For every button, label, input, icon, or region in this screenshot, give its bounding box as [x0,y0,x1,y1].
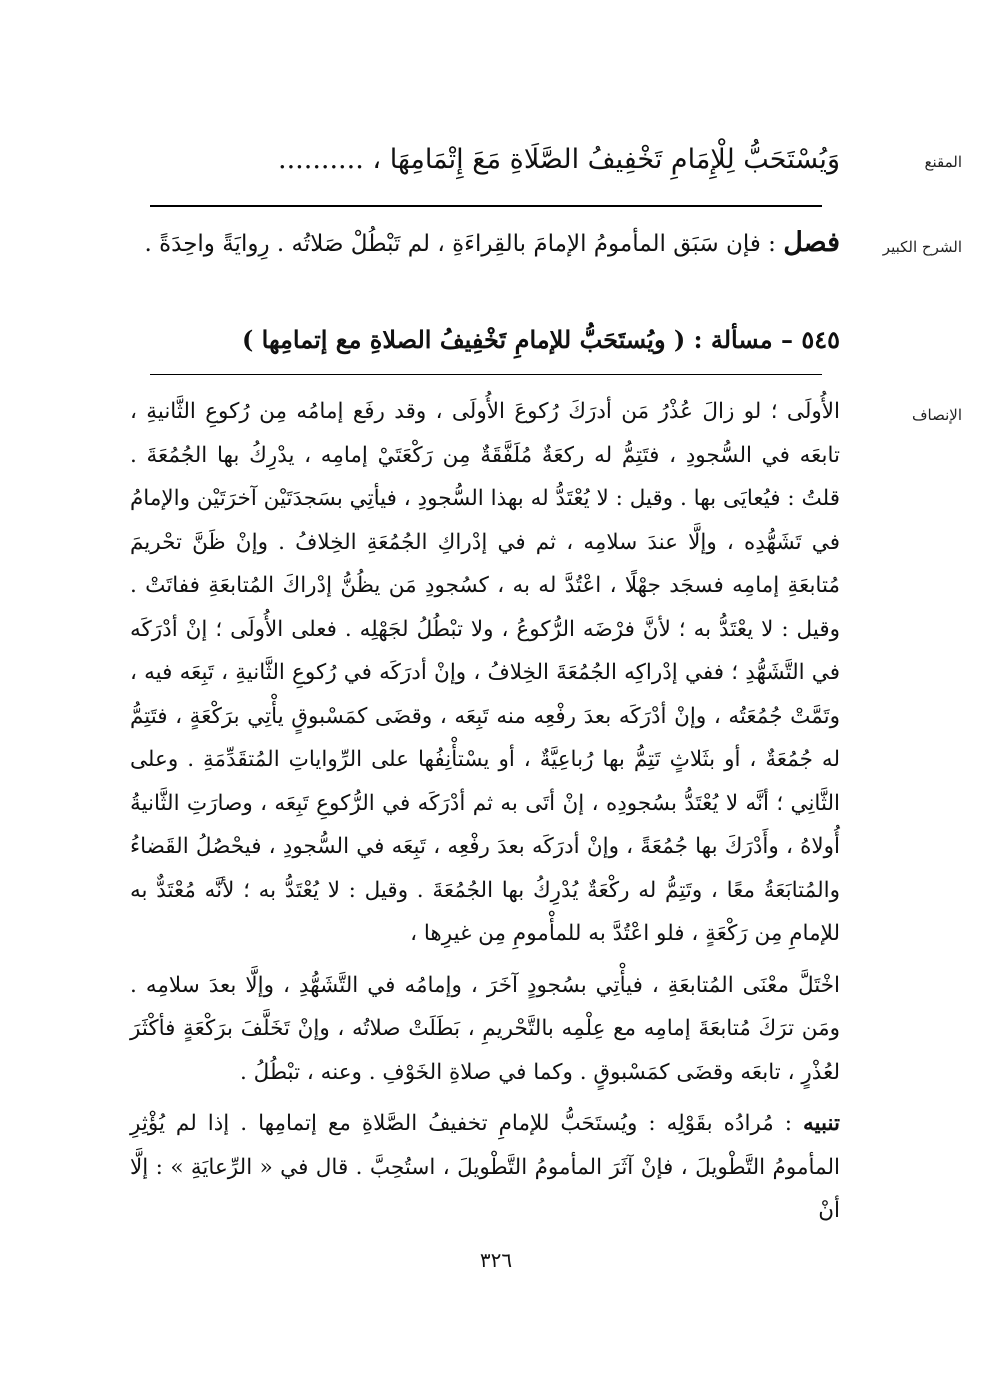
insaf-paragraph-2: اخْتَلَّ معْنَى المُتابعَةِ ، فيأْتِي بسُجودٍ آخَرَ ، وإمامُه في التَّشَهُّدِ ، وإلَّا بعدَ سلامِه . ومَن ترَكَ مُتابعَةَ إمامِه مع عِلْمِه بالتَّحْريمِ ، بَطَلَتْ صلاتُه ، وإنْ تَخَلَّفَ برَكْعَةٍ فأكْثَرَ لعُذْرٍ ، تابعَه وقضَى كمَسْبوقٍ . وكما في صلاةِ الخَوْفِ . وعنه ، تبْطُلُ . [130,972,840,1085]
page-number: ٣٢٦ [479,1248,513,1272]
label-muqni: المقنع [924,153,962,171]
label-insaf: الإنصاف [911,406,962,424]
muqni-text: وَيُسْتَحَبُّ لِلْإِمَامِ تَخْفِيفُ الصَّلَاةِ مَعَ إِتْمَامِهَا ، .......... [277,144,840,175]
divider-middle [150,374,822,375]
insaf-paragraph-1: الأُولَى ؛ لو زالَ عُذْرُ مَن أدرَكَ رُكوعَ الأُولَى ، وقد رفَع إمامُه مِن رُكوعِ الثَّانيةِ ، تابعَه في السُّجودِ ، فتَتِمُّ له ركعَةٌ مُلَفَّقَةٌ مِن رَكْعَتَيْ إمامِه ، يدْرِكُ بها الجُمُعَةَ . قلتُ : فيُعايَى بها . وقيل : لا يُعْتَدُّ له بهذا السُّجودِ ، فيأتِي بسَجدَتَيْن آخرَتَيْن والإمامُ في تَشَهُّدِه ، وإلَّا عندَ سلامِه ، ثم في إدْراكِ الجُمُعَةِ الخِلافُ . وإنْ ظَنَّ تحْريمَ مُتابعَةِ إمامِه فسجَد جهْلًا ، اعْتُدَّ له به ، كسُجودِ مَن يظُنُّ إدْراكَ المُتابعَةِ ففاتَتْ . وقيل : لا يعْتَدُّ به ؛ لأنَّ فرْضَه الرُّكوعُ ، ولا تبْطُلُ لجَهْلِه . فعلى الأُولَى ؛ إنْ أدْرَكَه في التَّشَهُّدِ ؛ ففي إدْراكِه الجُمُعَةَ الخِلافُ ، وإنْ أدرَكَه في رُكوعِ الثَّانيةِ ، تَبِعَه فيه ، وتَمَّتْ جُمُعَتُه ، وإنْ أدْرَكَه بعدَ رفْعِه منه تَبِعَه ، وقضَى كمَسْبوقٍ يأْتِي برَكْعَةٍ ، فتَتِمُّ له جُمُعَةٌ ، أو بثَلاثٍ تَتِمُّ بها رُباعِيَّةٌ ، أو يسْتأْنِفُها على الرِّواياتِ المُتقَدِّمَةِ . وعلى الثَّانِي ؛ أنَّه لا يُعْتَدُّ بسُجودِه ، إنْ أتَى به ثم أدْرَكَه في الرُّكوعِ تَبِعَه ، وصارَتِ الثَّانيةُ أُولاهُ ، وأَدْرَكَ بها جُمُعَةً ، وإنْ أدرَكَه بعدَ رفْعِه ، تَبِعَه في السُّجودِ ، فيحْصُلُ القَضاءُ والمُتابَعَةُ معًا ، وتَتِمُّ له ركْعَةٌ يُدْرِكُ بها الجُمُعَةَ . وقيل : لا يُعْتَدُّ به ؛ لأنَّه مُعْتَدٌّ به للإمامِ مِن رَكْعَةٍ ، فلو اعْتُدَّ به للمأْمومِ مِن غيرِها ، [130,399,840,946]
insaf-paragraph-3 [130,1102,840,1233]
tanbih-word: تنبيه [803,1111,840,1136]
masala-heading: ٥٤٥ – مسألة : ( ويُستَحَبُّ للإمامِ تَخْفِيفُ الصلاةِ مع إتمامِها ) [241,325,840,354]
sharh-section [130,220,840,267]
sharh-lead: فصل [783,227,840,258]
sharh-body: : فإن سَبَق المأمومُ الإمامَ بالقِراءَةِ ، لم تَبْطُلْ صَلاتُه . رِوايَةً واحِدَةً . [144,231,776,257]
tanbih-text: : مُرادُه بقَوْلِه : ويُستَحَبُّ للإمامِ تخفيفُ الصَّلاةِ مع إتمامِها . إذا لم يُؤْثِرِ المأمومُ التَّطْويلَ ، فإنْ آثَرَ المأمومُ التَّطْويلَ ، استُحِبَّ . قال في « الرِّعايَةِ » : إلَّا أنْ [130,1111,840,1223]
divider-top [150,205,822,207]
label-sharh: الشرح الكبير [882,238,962,256]
insaf-section [130,390,840,1233]
